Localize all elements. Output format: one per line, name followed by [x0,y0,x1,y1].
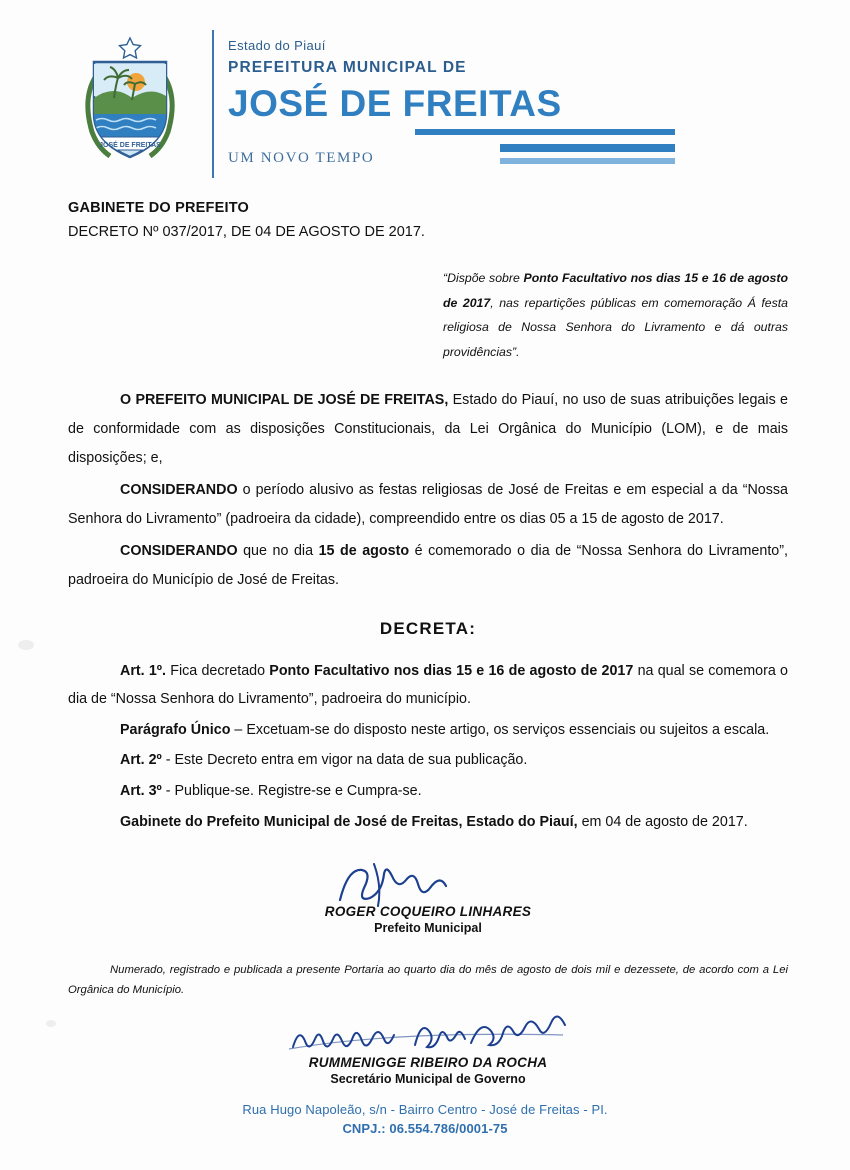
paragraph-preamble [68,386,788,472]
paragraph-text-b: é comemorado o dia de “Nossa Senhora do Livramento”, padroeira do Município de José de Freitas. [68,543,788,588]
handwritten-signature-mayor [68,862,788,904]
decree-number-line: DECRETO Nº 037/2017, DE 04 DE AGOSTO DE 2017. [68,224,425,240]
article-text: - Publique-se. Registre-se e Cumpra-se. [161,782,422,799]
mayor-name: ROGER COQUEIRO LINHARES [324,904,532,920]
article-text-a: Fica decretado [166,662,270,679]
article-3 [68,777,788,806]
accent-bar-2 [500,144,675,152]
footer-address: Rua Hugo Napoleão, s/n - Bairro Centro - José de Freitas - PI. [242,1102,608,1117]
office-title: GABINETE DO PREFEITO [68,200,249,216]
paragraph-text: o período alusivo as festas religiosas de José de Freitas e em especial a da “Nossa Senhora do Livramento” (padroeira da cidade), compreendido entre os dias 05 a 15 de agosto de 2017. [68,482,788,527]
registration-note: Numerado, registrado e publicada a presente Portaria ao quarto dia do mês de agosto de dois mil e dezessete, de acordo com a Lei Orgânica do Município. [68,964,788,996]
signature-block-mayor [68,862,788,935]
footer-cnpj: CNPJ.: 06.554.786/0001-75 [342,1121,508,1136]
article-2 [68,746,788,775]
article-lead: Art. 3º [120,782,162,799]
secretary-name: RUMMENIGGE RIBEIRO DA ROCHA [308,1054,548,1070]
paper-smudge [18,640,34,650]
article-text: – Excetuam-se do disposto neste artigo, os serviços essenciais ou sujeitos a escala. [230,721,770,738]
article-lead: Art. 2º [120,752,162,769]
state-label: Estado do Piauí [228,38,326,53]
document-body [68,200,788,1086]
article-lead: Art. 1º. [120,662,166,679]
city-name: JOSÉ DE FREITAS [228,83,562,124]
signature-block-secretary [68,1013,788,1086]
ementa-bold: Ponto Facultativo nos dias 15 e 16 de agosto de 2017 [443,271,788,310]
header-vertical-rule [212,30,214,178]
paragraph-considerando-1 [68,476,788,533]
paragraph-lead: CONSIDERANDO [120,482,238,499]
paragraph-text-a: que no dia [237,543,319,560]
closing-lead: Gabinete do Prefeito Municipal de José de Freitas, Estado do Piauí, [120,813,578,830]
ementa [443,266,788,364]
article-bold-mid: Ponto Facultativo nos dias 15 e 16 de agosto de 2017 [269,662,634,679]
mayor-role: Prefeito Municipal [374,921,482,936]
ementa-part-1: “Dispõe sobre [443,271,524,285]
ementa-part-2: , nas repartições públicas em comemoração Á festa religiosa de Nossa Senhora do Livramento e dá outras providências”. [443,295,789,359]
article-text: - Este Decreto entra em vigor na data de sua publicação. [161,752,528,769]
paper-smudge [46,1020,56,1027]
letterhead [60,22,795,182]
article-paragrafo-unico [68,716,788,745]
article-1 [68,657,788,714]
decreta-heading: DECRETA: [379,618,477,638]
closing-text: em 04 de agosto de 2017. [577,813,748,830]
paragraph-text: Estado do Piauí, no uso de suas atribuições legais e de conformidade com as disposições Constitucionais, da Lei Orgânica do Município (LOM), e de mais disposições; e, [68,392,788,466]
paragraph-considerando-2 [68,537,788,594]
article-text-b: na qual se comemora o dia de “Nossa Senhora do Livramento”, padroeira do município. [68,662,788,708]
handwritten-signature-secretary [68,1013,788,1055]
closing-place-date [68,808,788,837]
slogan: UM NOVO TEMPO [228,150,375,166]
accent-bar-1 [415,129,675,135]
prefecture-label: PREFEITURA MUNICIPAL DE [228,59,467,76]
coat-of-arms-icon [80,36,180,166]
article-lead: Parágrafo Único [120,721,231,738]
accent-bar-3 [500,158,675,164]
articles-list [68,657,788,837]
paragraph-bold-mid: 15 de agosto [318,543,410,560]
letterhead-text [228,38,795,124]
paragraph-lead: O PREFEITO MUNICIPAL DE JOSÉ DE FREITAS, [120,392,449,409]
svg-text:JOSÉ DE FREITAS: JOSÉ DE FREITAS [99,142,161,149]
footer [0,1102,850,1136]
secretary-role: Secretário Municipal de Governo [330,1071,526,1086]
paragraph-lead: CONSIDERANDO [120,543,238,560]
